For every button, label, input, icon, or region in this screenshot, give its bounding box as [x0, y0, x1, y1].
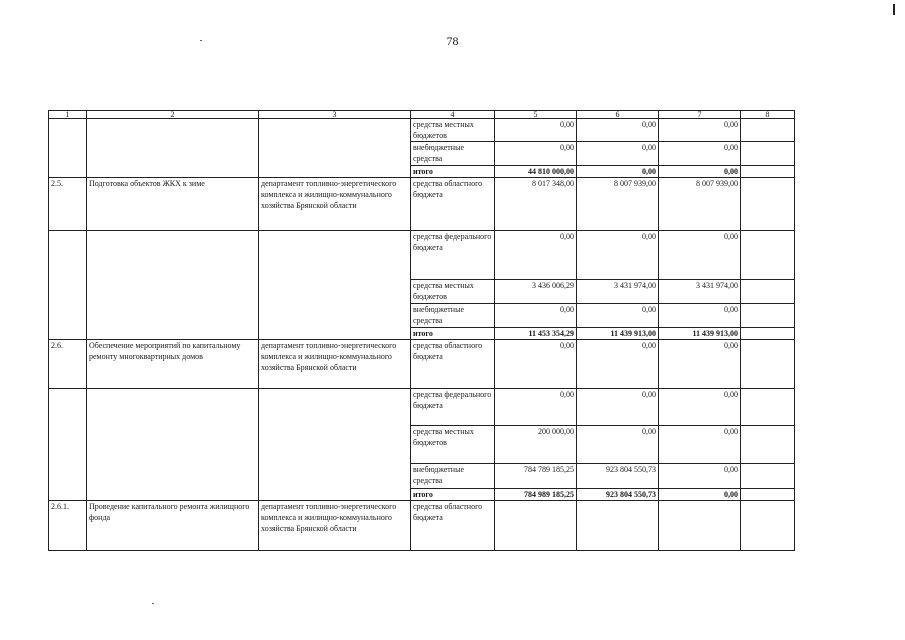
value-cell: 0,00 — [659, 119, 741, 142]
executor-cell — [259, 231, 411, 340]
funding-source-label: средства местных бюджетов — [411, 426, 495, 464]
empty-cell — [741, 389, 795, 426]
total-label: итого — [411, 489, 495, 501]
value-cell: 923 804 550,73 — [577, 464, 659, 489]
value-cell: 0,00 — [495, 119, 577, 142]
value-cell: 3 431 974,00 — [659, 280, 741, 304]
empty-cell — [741, 340, 795, 389]
item-number: 2.6.1. — [49, 501, 87, 551]
table-row — [49, 119, 795, 142]
table-row — [49, 501, 795, 551]
value-cell: 0,00 — [577, 340, 659, 389]
funding-source-label: средства областного бюджета — [411, 501, 495, 551]
item-title: Проведение капитального ремонта жилищного фонда — [87, 501, 259, 551]
empty-cell — [741, 304, 795, 328]
value-cell: 200 000,00 — [495, 426, 577, 464]
empty-cell — [741, 489, 795, 501]
scan-edge-mark — [893, 4, 895, 15]
empty-cell — [741, 328, 795, 340]
column-header: 1 — [49, 111, 87, 119]
empty-cell — [495, 501, 577, 551]
total-label: итого — [411, 328, 495, 340]
value-cell: 0,00 — [659, 340, 741, 389]
total-value: 0,00 — [659, 166, 741, 178]
value-cell: 3 436 006,29 — [495, 280, 577, 304]
item-title: Обеспечение мероприятий по капитальному ремонту многоквартирных домов — [87, 340, 259, 389]
budget-table — [48, 110, 795, 551]
table-row — [49, 231, 795, 280]
value-cell: 0,00 — [495, 340, 577, 389]
funding-source-label: внебюджетные средства — [411, 142, 495, 166]
funding-source-label: средства местных бюджетов — [411, 119, 495, 142]
total-value: 44 810 000,00 — [495, 166, 577, 178]
item-title-cell — [87, 119, 259, 178]
empty-cell — [741, 178, 795, 231]
value-cell: 0,00 — [495, 142, 577, 166]
value-cell: 0,00 — [495, 231, 577, 280]
value-cell: 0,00 — [577, 142, 659, 166]
item-number: 2.5. — [49, 178, 87, 231]
column-header: 4 — [411, 111, 495, 119]
total-value: 11 439 913,00 — [659, 328, 741, 340]
total-value: 0,00 — [577, 166, 659, 178]
total-value: 923 804 550,73 — [577, 489, 659, 501]
column-header: 2 — [87, 111, 259, 119]
empty-cell — [741, 119, 795, 142]
empty-cell — [741, 464, 795, 489]
value-cell: 0,00 — [577, 389, 659, 426]
value-cell: 0,00 — [577, 426, 659, 464]
empty-cell — [659, 501, 741, 551]
page-number: 78 — [446, 34, 459, 48]
column-header: 5 — [495, 111, 577, 119]
value-cell: 0,00 — [495, 304, 577, 328]
value-cell: 0,00 — [659, 426, 741, 464]
value-cell: 3 431 974,00 — [577, 280, 659, 304]
value-cell: 8 007 939,00 — [577, 178, 659, 231]
empty-cell — [577, 501, 659, 551]
table-row — [49, 178, 795, 231]
value-cell: 0,00 — [577, 304, 659, 328]
value-cell: 0,00 — [577, 231, 659, 280]
value-cell: 0,00 — [577, 119, 659, 142]
value-cell: 8 007 939,00 — [659, 178, 741, 231]
table-row — [49, 389, 795, 426]
total-label: итого — [411, 166, 495, 178]
value-cell: 0,00 — [659, 304, 741, 328]
value-cell: 784 789 185,25 — [495, 464, 577, 489]
funding-source-label: средства федерального бюджета — [411, 231, 495, 280]
total-value: 11 453 354,29 — [495, 328, 577, 340]
total-value: 784 989 185,25 — [495, 489, 577, 501]
executor: департамент топливно-энергетического комплекса и жилищно-коммунального хозяйства Брянской области — [259, 501, 411, 551]
funding-source-label: средства местных бюджетов — [411, 280, 495, 304]
item-number-cell — [49, 119, 87, 178]
empty-cell — [741, 142, 795, 166]
total-value: 0,00 — [659, 489, 741, 501]
item-number: 2.6. — [49, 340, 87, 389]
executor-cell — [259, 119, 411, 178]
funding-source-label: средства областного бюджета — [411, 178, 495, 231]
scan-speck — [200, 40, 202, 41]
empty-cell — [741, 426, 795, 464]
empty-cell — [741, 231, 795, 280]
item-title: Подготовка объектов ЖКХ к зиме — [87, 178, 259, 231]
executor-cell — [259, 389, 411, 501]
funding-source-label: внебюджетные средства — [411, 464, 495, 489]
column-header: 6 — [577, 111, 659, 119]
empty-cell — [741, 280, 795, 304]
item-title-cell — [87, 231, 259, 340]
item-number-cell — [49, 231, 87, 340]
value-cell: 0,00 — [659, 142, 741, 166]
item-title-cell — [87, 389, 259, 501]
item-number-cell — [49, 389, 87, 501]
empty-cell — [741, 501, 795, 551]
executor: департамент топливно-энергетического комплекса и жилищно-коммунального хозяйства Брянской области — [259, 340, 411, 389]
column-header: 3 — [259, 111, 411, 119]
value-cell: 0,00 — [659, 231, 741, 280]
value-cell: 0,00 — [659, 389, 741, 426]
funding-source-label: средства областного бюджета — [411, 340, 495, 389]
empty-cell — [741, 166, 795, 178]
column-header: 8 — [741, 111, 795, 119]
value-cell: 8 017 348,00 — [495, 178, 577, 231]
column-header: 7 — [659, 111, 741, 119]
value-cell: 0,00 — [659, 464, 741, 489]
total-value: 11 439 913,00 — [577, 328, 659, 340]
executor: департамент топливно-энергетического комплекса и жилищно-коммунального хозяйства Брянской области — [259, 178, 411, 231]
funding-source-label: внебюджетные средства — [411, 304, 495, 328]
table-row — [49, 340, 795, 389]
column-number-row — [49, 111, 795, 119]
scan-speck — [152, 603, 154, 604]
funding-source-label: средства федерального бюджета — [411, 389, 495, 426]
value-cell: 0,00 — [495, 389, 577, 426]
